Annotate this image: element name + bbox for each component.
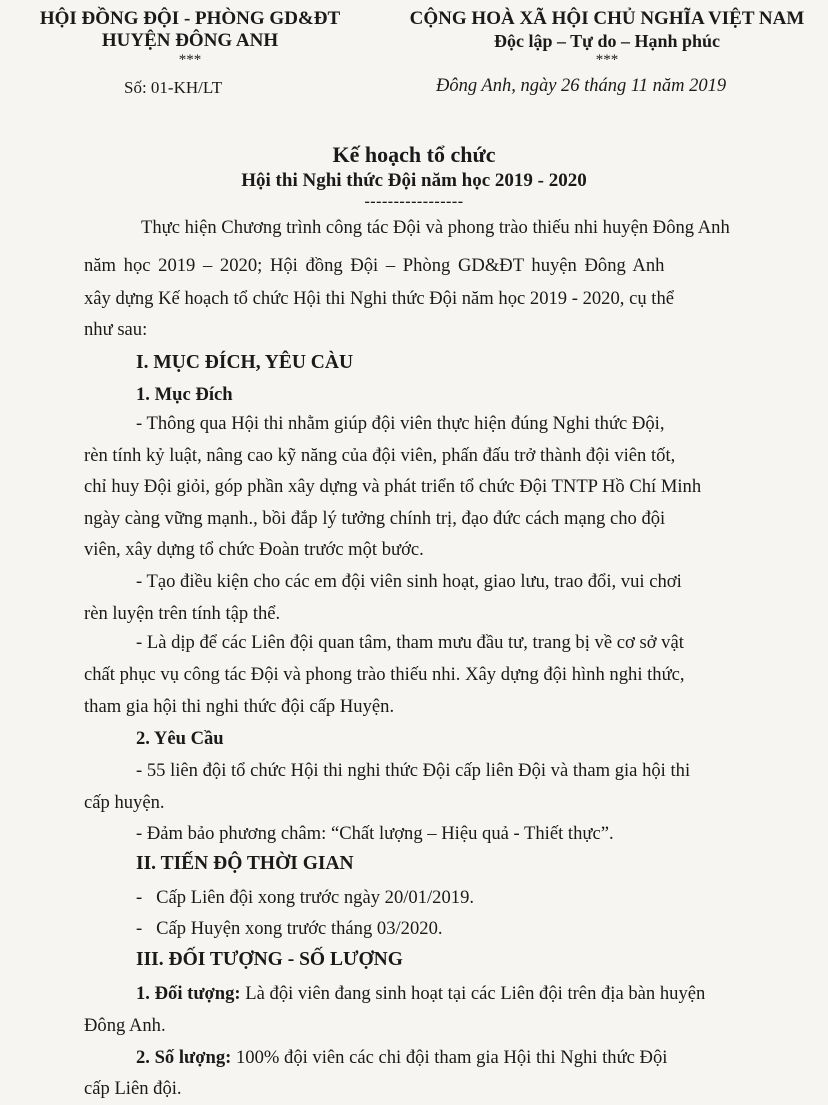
quantity-continuation: cấp Liên đội. xyxy=(84,1078,182,1099)
purpose-line-2: rèn tính kỷ luật, nâng cao kỹ năng của đội viên, phấn đấu trở thành đội viên tốt, xyxy=(84,445,676,466)
purpose-line-4: ngày càng vững mạnh., bồi đắp lý tưởng chính trị, đạo đức cách mạng cho đội xyxy=(84,508,666,529)
purpose-para3-line-2: chất phục vụ công tác Đội và phong trào thiếu nhi. Xây dựng đội hình nghi thức, xyxy=(84,664,685,685)
purpose-line-5: viên, xây dựng tổ chức Đoàn trước một bước. xyxy=(84,539,424,560)
section-1-sub2-heading: 2. Yêu Cầu xyxy=(136,728,224,749)
motto-stars: *** xyxy=(595,52,619,68)
requirement-line-2: cấp huyện. xyxy=(84,792,165,813)
quantity-paragraph xyxy=(136,1046,667,1070)
quantity-label: 2. Số lượng: xyxy=(136,1047,232,1068)
national-motto xyxy=(392,8,822,68)
requirement-line-1: - 55 liên đội tổ chức Hội thi nghi thức Đội cấp liên Đội và tham gia hội thi xyxy=(136,760,691,781)
issuing-organization xyxy=(14,8,366,68)
title-separator: ----------------- xyxy=(364,193,464,210)
section-1-sub1-heading: 1. Mục Đích xyxy=(136,384,233,405)
document-subtitle: Hội thi Nghi thức Đội năm học 2019 - 2020 xyxy=(241,170,587,191)
purpose-para2-line-2: rèn luyện trên tính tập thể. xyxy=(84,603,281,624)
purpose-line-3: chỉ huy Đội giỏi, góp phần xây dựng và phát triển tổ chức Đội TNTP Hồ Chí Minh xyxy=(84,476,702,497)
intro-line-3: xây dựng Kế hoạch tổ chức Hội thi Nghi thức Đội năm học 2019 - 2020, cụ thể xyxy=(84,288,674,309)
target-text: Là đội viên đang sinh hoạt tại các Liên đội trên địa bàn huyện xyxy=(240,983,706,1004)
section-3-heading: III. ĐỐI TƯỢNG - SỐ LƯỢNG xyxy=(136,949,403,970)
intro-line-4: như sau: xyxy=(84,319,148,340)
target-paragraph xyxy=(136,982,705,1006)
section-2-heading: II. TIẾN ĐỘ THỜI GIAN xyxy=(136,853,354,874)
intro-line-1: Thực hiện Chương trình công tác Đội và phong trào thiếu nhi huyện Đông Anh xyxy=(141,217,730,238)
country-name: CỘNG HOÀ XÃ HỘI CHỦ NGHĨA VIỆT NAM xyxy=(409,8,805,29)
timeline-item-2: - Cấp Huyện xong trước tháng 03/2020. xyxy=(136,918,443,939)
target-label: 1. Đối tượng: xyxy=(136,983,241,1004)
requirement-line-3: - Đảm bảo phương châm: “Chất lượng – Hiệu quả - Thiết thực”. xyxy=(136,823,614,844)
document-number: Số: 01-KH/LT xyxy=(124,78,223,97)
purpose-line-1: - Thông qua Hội thi nhằm giúp đội viên thực hiện đúng Nghi thức Đội, xyxy=(136,413,665,434)
section-1-heading: I. MỤC ĐÍCH, YÊU CÀU xyxy=(136,352,354,373)
document-title: Kế hoạch tổ chức xyxy=(332,142,496,167)
issuing-org-line2: HUYỆN ĐÔNG ANH xyxy=(101,30,279,51)
issuing-org-line1: HỘI ĐỒNG ĐỘI - PHÒNG GD&ĐT xyxy=(39,8,341,29)
motto: Độc lập – Tự do – Hạnh phúc xyxy=(493,31,721,51)
quantity-text: 100% đội viên các chi đội tham gia Hội thi Nghi thức Đội xyxy=(231,1047,668,1068)
place-and-date: Đông Anh, ngày 26 tháng 11 năm 2019 xyxy=(436,76,727,96)
purpose-para3-line-3: tham gia hội thi nghi thức đội cấp Huyện. xyxy=(84,696,395,717)
intro-line-2: năm học 2019 – 2020; Hội đồng Đội – Phòng GD&ĐT huyện Đông Anh xyxy=(84,255,665,276)
target-continuation: Đông Anh. xyxy=(84,1015,166,1036)
timeline-item-1: - Cấp Liên đội xong trước ngày 20/01/2019. xyxy=(136,887,475,908)
purpose-para3-line-1: - Là dịp để các Liên đội quan tâm, tham mưu đầu tư, trang bị về cơ sở vật xyxy=(136,632,684,653)
issuing-org-stars: *** xyxy=(178,52,202,68)
purpose-para2-line-1: - Tạo điều kiện cho các em đội viên sinh hoạt, giao lưu, trao đổi, vui chơi xyxy=(136,571,682,592)
